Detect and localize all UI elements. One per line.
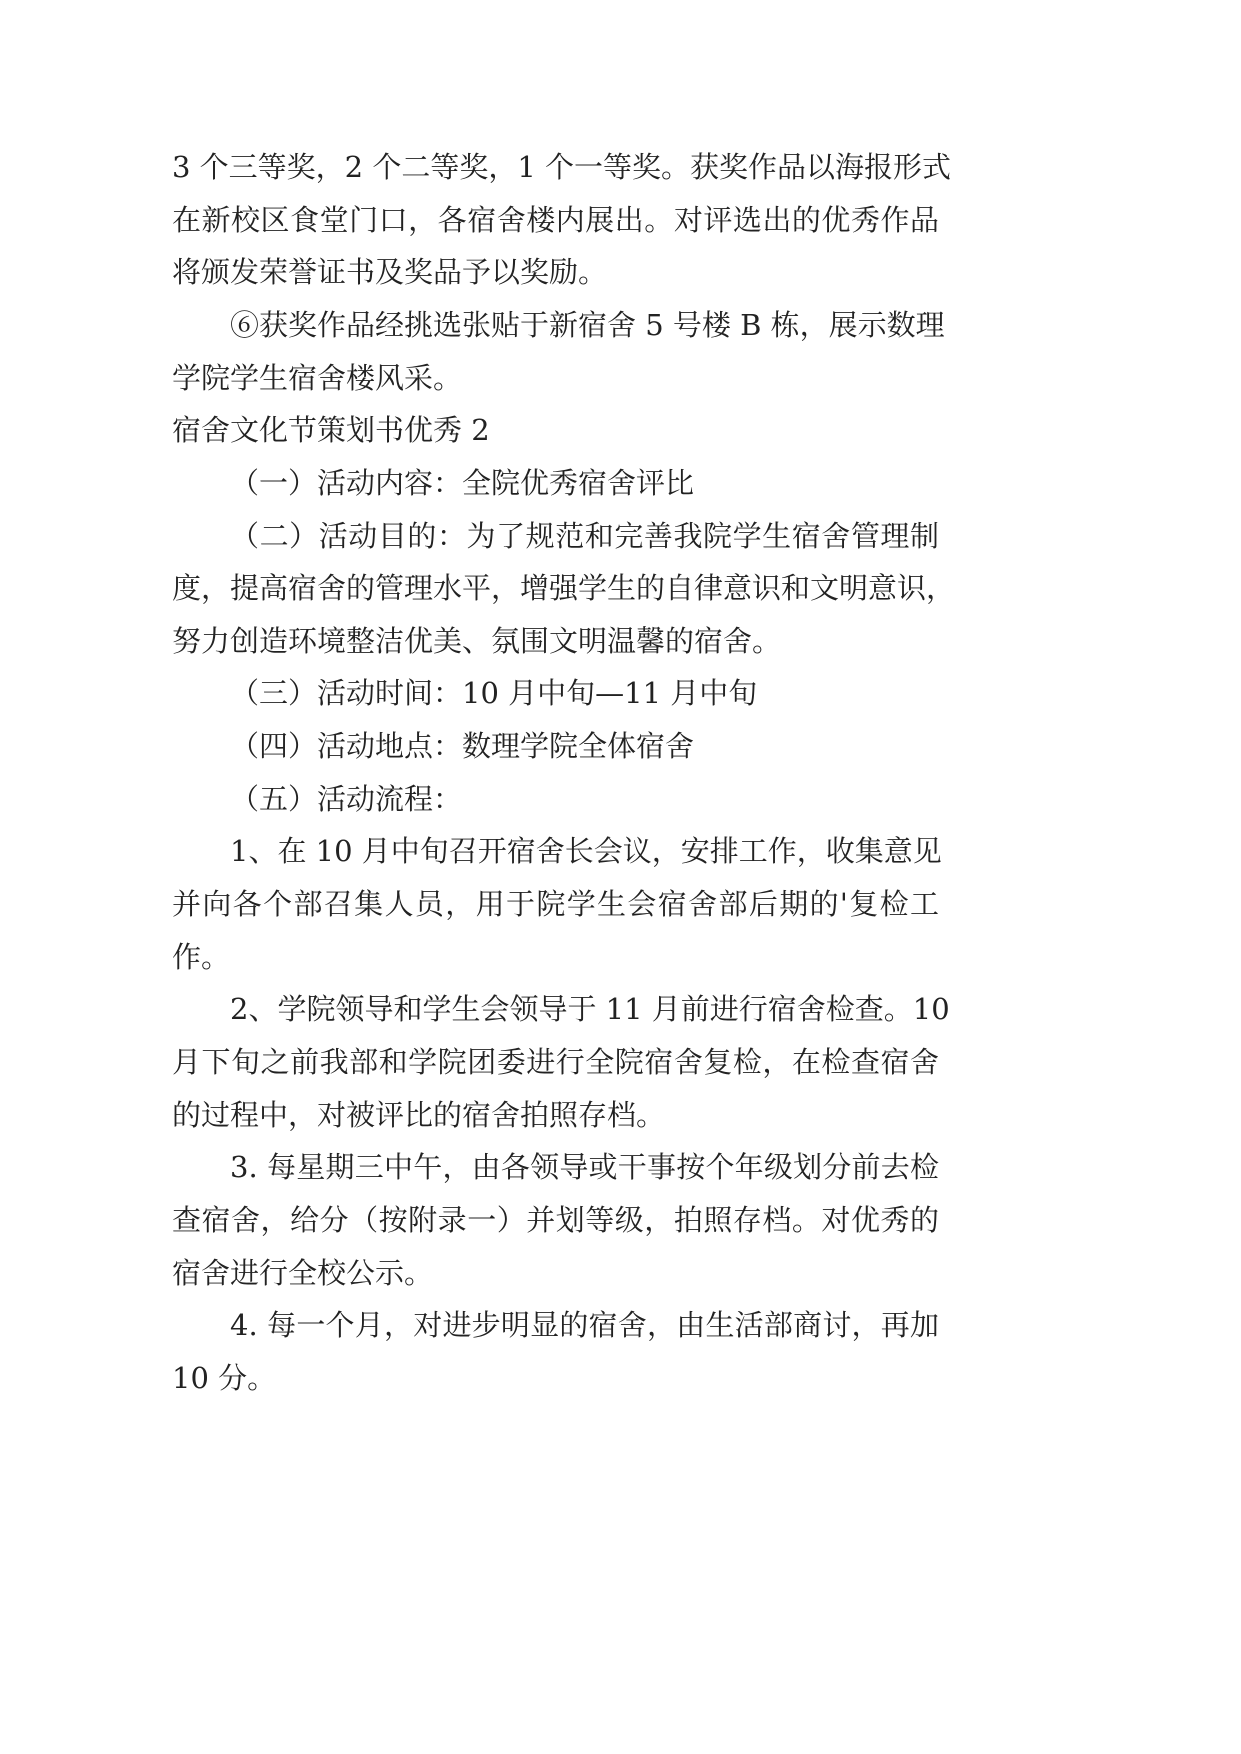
text-line: 学院学生宿舍楼风采。 (172, 361, 463, 395)
text-line: （五）活动流程： (230, 782, 463, 816)
text-line: 2、学院领导和学生会领导于 11 月前进行宿舍检查。10 (230, 992, 950, 1026)
text-line: 的过程中，对被评比的宿舍拍照存档。 (172, 1098, 666, 1132)
text-line: 在新校区食堂门口，各宿舍楼内展出。对评选出的优秀作品 (172, 203, 939, 237)
text-line: 查宿舍，给分（按附录一）并划等级，拍照存档。对优秀的 (172, 1203, 939, 1237)
text-line: （三）活动时间：10 月中旬—11 月中旬 (230, 676, 758, 710)
text-line: 度，提高宿舍的管理水平，增强学生的自律意识和文明意识， (172, 571, 956, 605)
text-line: 月下旬之前我部和学院团委进行全院宿舍复检，在检查宿舍 (172, 1045, 939, 1079)
text-line: （一）活动内容：全院优秀宿舍评比 (230, 466, 695, 500)
text-line: （四）活动地点：数理学院全体宿舍 (230, 729, 695, 763)
text-line: 4. 每一个月，对进步明显的宿舍，由生活部商讨，再加 (230, 1308, 939, 1342)
text-line: 1、在 10 月中旬召开宿舍长会议，安排工作，收集意见 (230, 834, 942, 868)
text-line: ⑥获奖作品经挑选张贴于新宿舍 5 号楼 B 栋，展示数理 (230, 308, 945, 342)
text-line: 作。 (172, 940, 231, 974)
text-line: （二）活动目的：为了规范和完善我院学生宿舍管理制 (230, 519, 939, 553)
text-line: 并向各个部召集人员，用于院学生会宿舍部后期的'复检工 (172, 887, 939, 921)
section-heading: 宿舍文化节策划书优秀 2 (172, 413, 490, 447)
text-line: 3. 每星期三中午，由各领导或干事按个年级划分前去检 (230, 1150, 939, 1184)
text-line: 努力创造环境整洁优美、氛围文明温馨的宿舍。 (172, 624, 782, 658)
text-line: 3 个三等奖，2 个二等奖，1 个一等奖。获奖作品以海报形式 (172, 150, 952, 184)
text-line: 10 分。 (172, 1361, 277, 1395)
text-line: 将颁发荣誉证书及奖品予以奖励。 (172, 255, 608, 289)
text-line: 宿舍进行全校公示。 (172, 1256, 434, 1290)
